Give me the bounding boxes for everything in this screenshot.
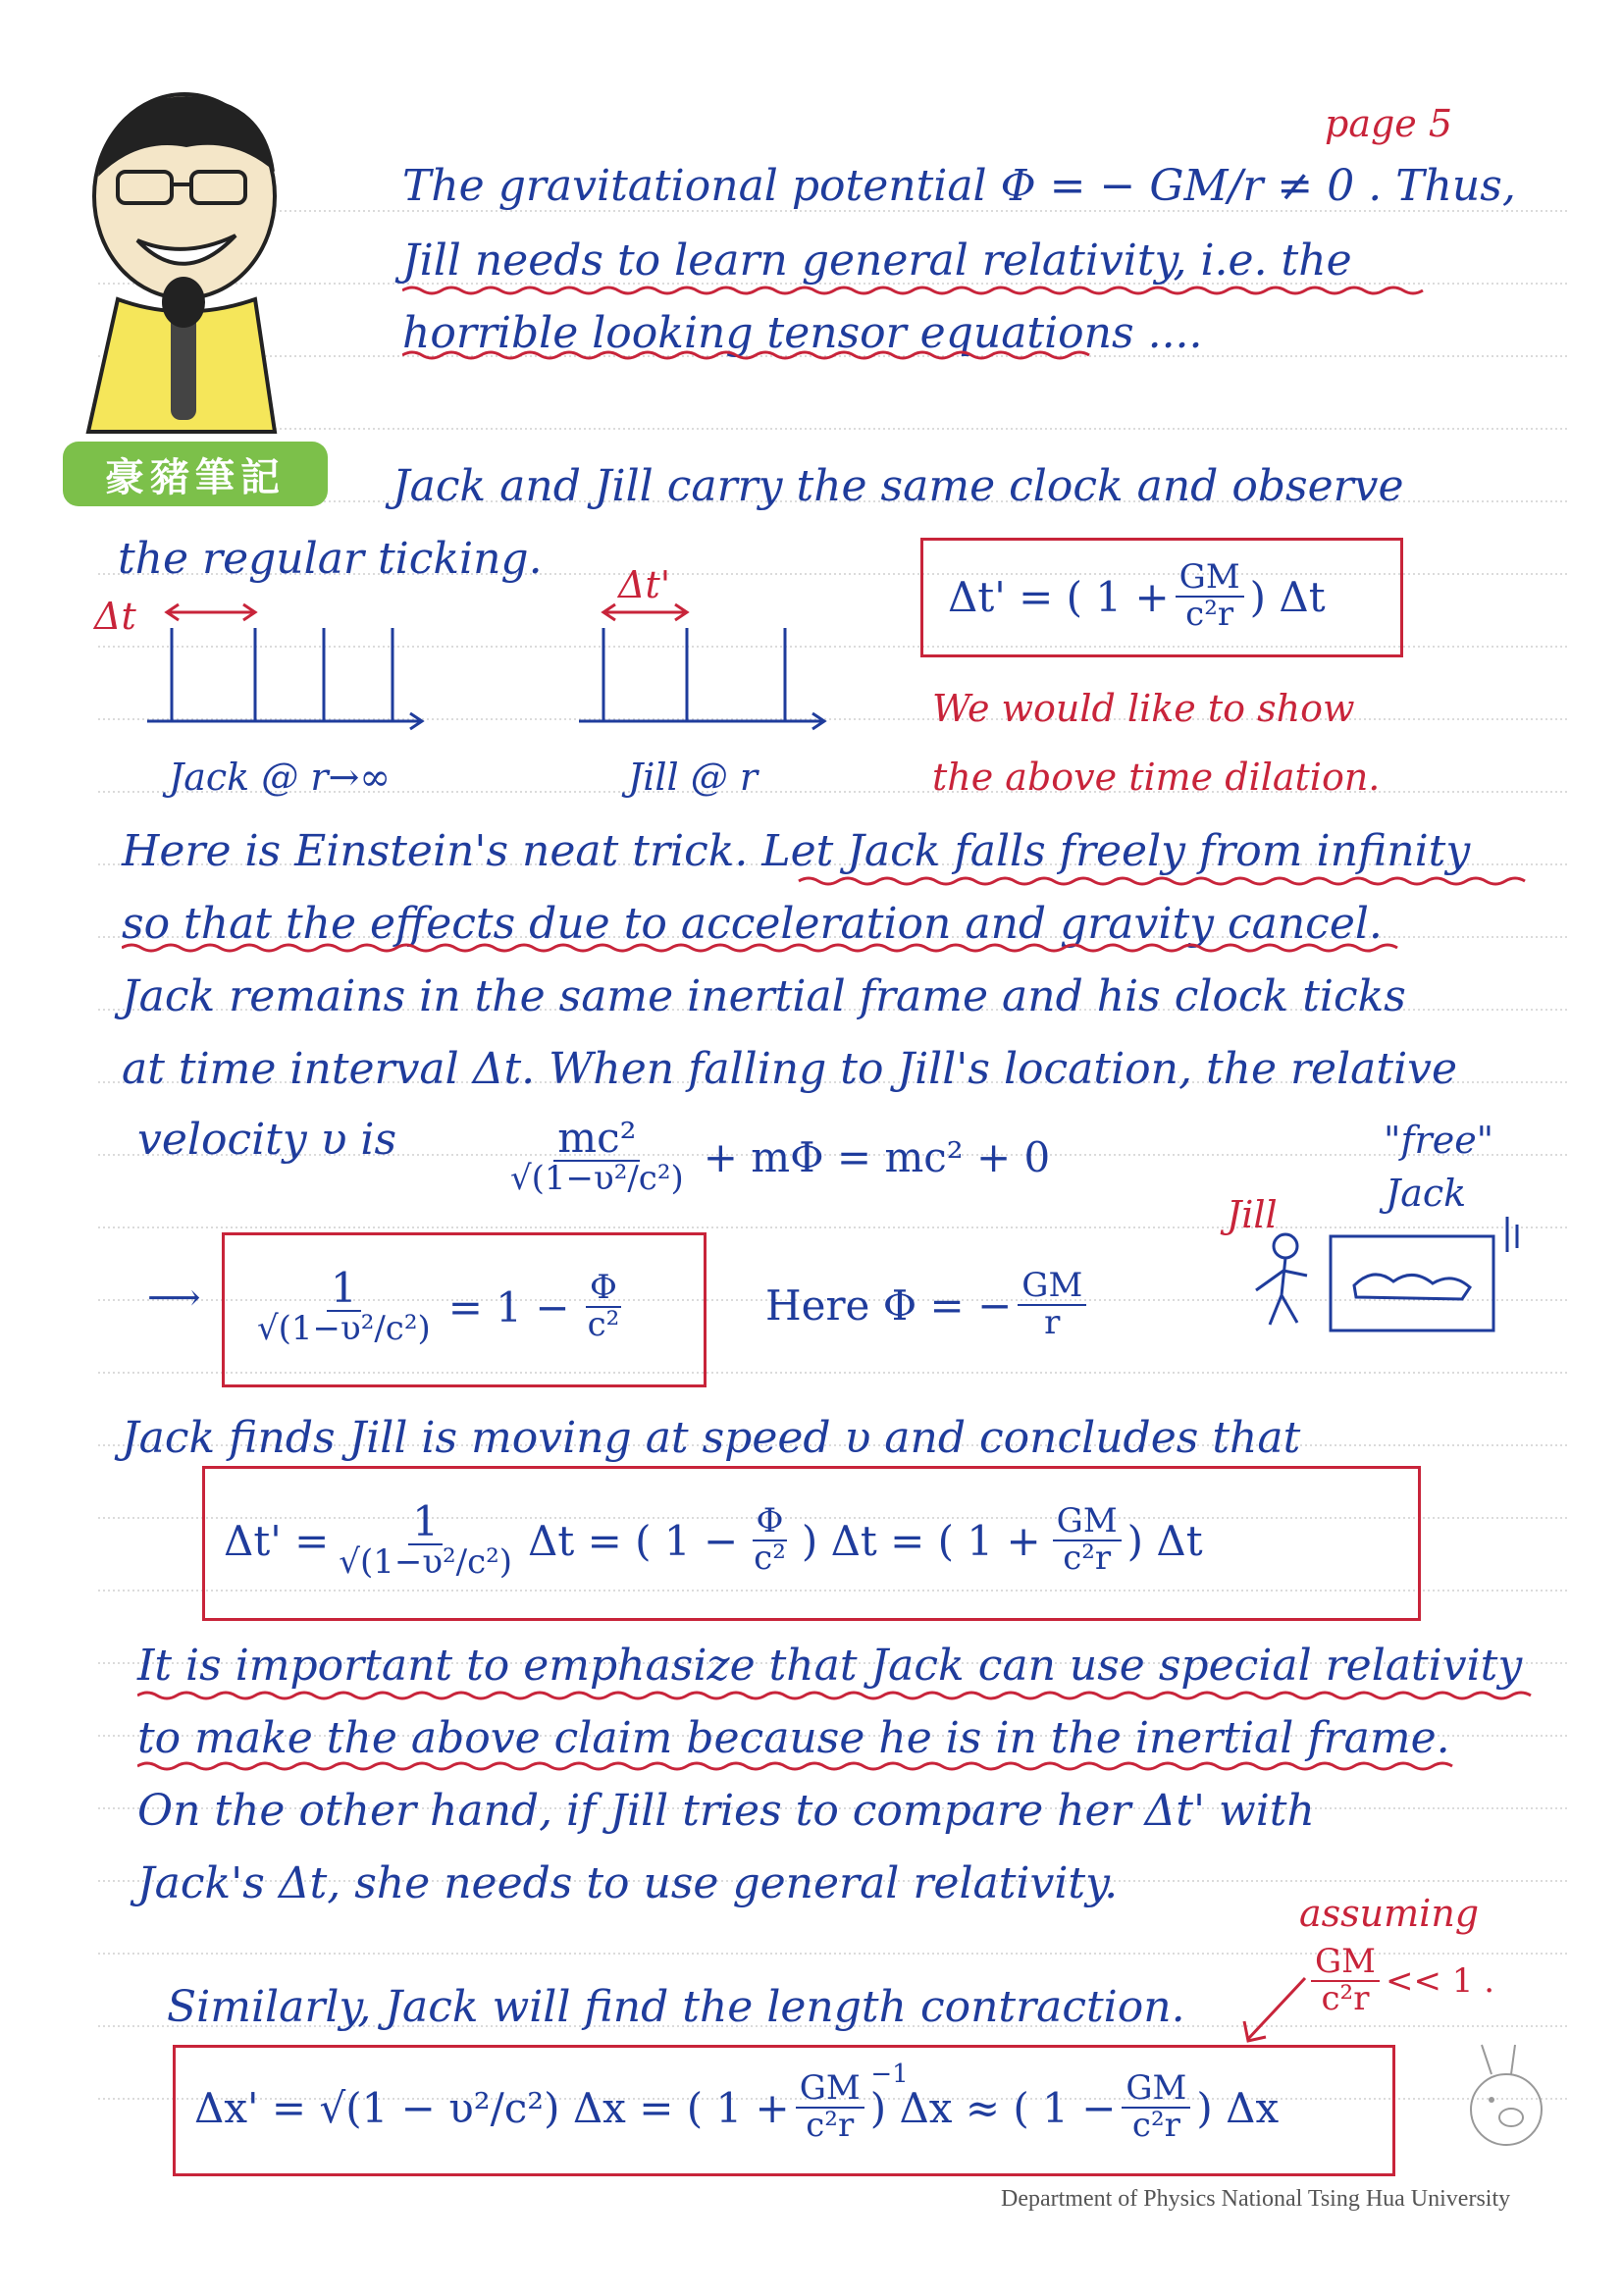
eq1-den: c²r xyxy=(1185,595,1234,634)
emphasis-line-1: It is important to emphasize that Jack can use special relativity xyxy=(137,1641,1523,1691)
einstein-line-4: at time interval Δt. When falling to Jill's location, the relative xyxy=(122,1044,1458,1094)
emphasis-line-4: Jack's Δt, she needs to use general relativity. xyxy=(137,1858,1119,1908)
eq4-gm2: GM xyxy=(1122,2071,1190,2109)
derivation-equation xyxy=(224,1480,1203,1601)
jack-label: Jack @ r→∞ xyxy=(169,756,392,799)
eq3-gm-fraction xyxy=(1053,1501,1122,1578)
eq2-fraction xyxy=(253,1264,435,1349)
assuming-condition xyxy=(1305,1942,1495,2018)
red-underline-emphasis xyxy=(137,1690,1570,1772)
intro-line-2: Jill needs to learn general relativity, i.e. the xyxy=(402,235,1352,286)
eq3-lhs: Δt' = xyxy=(224,1516,330,1565)
here-phi-equation xyxy=(765,1256,1092,1354)
eq3-phi-fraction xyxy=(750,1501,790,1578)
lorentz-factor-equation xyxy=(247,1246,629,1368)
eq3-gm: GM xyxy=(1053,1504,1122,1541)
cartoon-avatar xyxy=(69,78,294,451)
eq2-phi: Φ xyxy=(586,1271,621,1308)
assuming-word: assuming xyxy=(1299,1892,1480,1935)
einstein-line-3: Jack remains in the same inertial frame and his clock ticks xyxy=(122,971,1406,1021)
free-fall-figure xyxy=(1246,1217,1541,1344)
energy-equation xyxy=(500,1103,1050,1211)
clocks-line-2: the regular ticking. xyxy=(118,534,543,584)
eq1-rhs: ) Δt xyxy=(1249,572,1326,621)
energy-fraction xyxy=(506,1114,688,1199)
eq3-c2r: c²r xyxy=(1063,1539,1112,1578)
eq4-mid: ) Δx ≈ ( 1 − xyxy=(869,2083,1117,2132)
eq3-mid2: ) Δt = ( 1 + xyxy=(801,1516,1041,1565)
page-label: page 5 xyxy=(1325,102,1453,145)
similarly-line: Similarly, Jack will find the length contraction. xyxy=(167,1982,1185,2032)
here-phi-den: r xyxy=(1044,1303,1061,1342)
eq1-num: GM xyxy=(1176,560,1244,598)
show-note-line-2: the above time dilation. xyxy=(932,756,1381,799)
figure-jill-label: Jill xyxy=(1227,1193,1278,1236)
assuming-arrow xyxy=(1236,1972,1315,2051)
notes-badge: 豪豬筆記 xyxy=(63,442,328,506)
jill-label: Jill @ r xyxy=(628,756,759,799)
arrow-marker: ⟶ xyxy=(147,1276,201,1319)
dtp-label: Δt' xyxy=(618,563,671,606)
eq3-rhs: ) Δt xyxy=(1126,1516,1203,1565)
eq3-phi: Φ xyxy=(753,1504,788,1541)
emphasis-line-3: On the other hand, if Jill tries to compare her Δt' with xyxy=(137,1786,1315,1836)
length-contraction-equation: Δx' = √(1 − υ²/c²) Δx = ( 1 + $\frac{GM}{\text{c²r}}$ ) Δx ≈ ( 1 − $^{-1}$ $\frac{GM}{\text{c²r}}$ ) Δx xyxy=(194,2060,1280,2145)
eq3-den: √(1−υ²/c²) xyxy=(339,1542,513,1583)
eq2-num: 1 xyxy=(327,1267,361,1312)
eq4-c2r2: c²r xyxy=(1131,2106,1180,2145)
eq4-rhs: ) Δx xyxy=(1196,2083,1280,2132)
red-underline-intro xyxy=(402,285,1442,363)
clocks-line-1: Jack and Jill carry the same clock and observe xyxy=(393,461,1404,511)
eq2-phi-fraction xyxy=(584,1268,624,1344)
time-dilation-equation xyxy=(948,549,1326,644)
here-phi-fraction xyxy=(1018,1266,1086,1342)
eq2-mid: = 1 − xyxy=(447,1282,570,1331)
einstein-line-5: velocity υ is xyxy=(137,1115,397,1165)
assuming-den: c²r xyxy=(1321,1979,1370,2018)
einstein-line-2: so that the effects due to acceleration and gravity cancel. xyxy=(122,899,1383,949)
eq4-gm: GM xyxy=(796,2071,864,2109)
dt-label: Δt xyxy=(94,595,136,638)
tick-diagram xyxy=(137,599,864,736)
eq4-fraction-2 xyxy=(1122,2068,1190,2145)
assuming-rel: << 1 . xyxy=(1385,1961,1495,2001)
energy-den: √(1−υ²/c²) xyxy=(510,1159,684,1199)
red-underline-einstein xyxy=(122,875,1535,954)
assuming-fraction xyxy=(1311,1942,1380,2018)
figure-jack-label: Jack xyxy=(1386,1172,1467,1215)
here-phi-num: GM xyxy=(1018,1269,1086,1306)
here-phi-text: Here Φ = − xyxy=(765,1280,1013,1330)
eq4-c2r: c²r xyxy=(806,2106,855,2145)
eq4-fraction-1 xyxy=(796,2068,864,2145)
eq3-c2: c² xyxy=(754,1539,786,1578)
eq2-den: √(1−υ²/c²) xyxy=(257,1309,431,1349)
free-label: "free" xyxy=(1384,1119,1494,1162)
conclude-line: Jack finds Jill is moving at speed υ and concludes that xyxy=(122,1413,1301,1463)
eq3-fraction xyxy=(335,1497,516,1583)
energy-num: mc² xyxy=(553,1117,640,1162)
eq3-num: 1 xyxy=(408,1500,443,1545)
emphasis-line-2: to make the above claim because he is in the inertial frame. xyxy=(137,1713,1450,1763)
eq3-mid1: Δt = ( 1 − xyxy=(528,1516,739,1565)
energy-rhs: + mΦ = mc² + 0 xyxy=(703,1132,1051,1181)
einstein-line-1: Here is Einstein's neat trick. Let Jack falls freely from infinity xyxy=(122,826,1471,876)
eq4-lhs: Δx' = √(1 − υ²/c²) Δx = ( 1 + xyxy=(194,2083,790,2132)
eq2-c2: c² xyxy=(587,1305,620,1344)
footer-credit: Department of Physics National Tsing Hua University xyxy=(1001,2186,1511,2212)
show-note-line-1: We would like to show xyxy=(932,687,1355,730)
pig-doodle xyxy=(1452,2041,1560,2159)
eq1-fraction xyxy=(1176,557,1244,634)
eq1-lhs: Δt' = ( 1 + xyxy=(948,572,1170,621)
assuming-num: GM xyxy=(1311,1945,1380,1982)
intro-line-3: horrible looking tensor equations .... xyxy=(402,308,1203,358)
intro-line-1: The gravitational potential Φ = − GM/r ≠ 0 . Thus, xyxy=(402,161,1516,211)
